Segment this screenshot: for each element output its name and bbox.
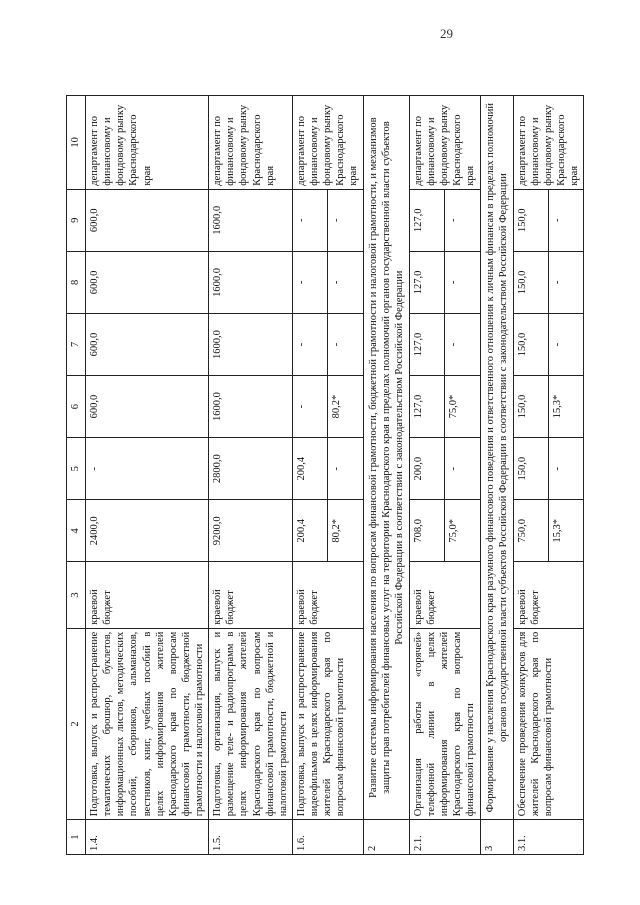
table-row	[409, 96, 444, 855]
year-value: 75,0*	[445, 376, 480, 438]
year-value: -	[445, 251, 480, 313]
executor: департамент по финансовому и фондовому рынку Краснодарского края	[292, 96, 363, 190]
section-row	[363, 96, 409, 855]
year-value: -	[328, 438, 363, 500]
year-value: 2800,0	[209, 438, 293, 500]
year-value: -	[328, 251, 363, 313]
year-value: 127,0	[409, 251, 444, 313]
table-row	[513, 96, 548, 855]
header-cell: 6	[67, 376, 86, 438]
year-value: -	[86, 438, 209, 500]
year-value: 15,3*	[549, 376, 584, 438]
header-cell: 2	[67, 628, 86, 820]
activity-name: Организация работы «горячей» телефонной линии в целях информирования жителей Краснодарского края по вопросам финансовой грамотности	[409, 628, 480, 820]
year-value: 600,0	[86, 313, 209, 375]
header-cell: 9	[67, 189, 86, 251]
year-value: 150,0	[513, 376, 548, 438]
row-number: 1.4.	[86, 820, 209, 855]
executor: департамент по финансовому и фондовому рынку Краснодарского края	[86, 96, 209, 190]
section-title: Развитие системы информирования населения по вопросам финансовой грамотности, бюджетной грамотности и налоговой грамотности, и механизмов защиты прав потребителей финансовых услуг на территории Краснодарского края в пределах полномочий органов государственной власти субъектов Российской Федерации в соответствии с законодательством Российской Федерации	[363, 96, 409, 820]
executor: департамент по финансовому и фондовому рынку Краснодарского края	[409, 96, 480, 190]
executor: департамент по финансовому и фондовому рынку Краснодарского края	[513, 96, 584, 190]
year-value: 1600,0	[209, 313, 293, 375]
year-value: -	[292, 313, 327, 375]
total-value: 75,0*	[445, 500, 480, 562]
total-value: 15,3*	[549, 500, 584, 562]
year-value: 1600,0	[209, 189, 293, 251]
total-value: 708,0	[409, 500, 444, 562]
year-value: 150,0	[513, 313, 548, 375]
program-table	[66, 95, 584, 855]
row-number: 1.6.	[292, 820, 363, 855]
section-row	[480, 96, 513, 855]
year-value: -	[328, 313, 363, 375]
year-value: 80,2*	[328, 376, 363, 438]
funding-source: краевой бюджет	[209, 562, 293, 628]
table-row	[209, 96, 293, 855]
year-value: -	[445, 189, 480, 251]
year-value: -	[445, 438, 480, 500]
activity-name: Подготовка, выпуск и распространение тематических брошюр, буклетов, информационных листов, методических пособий, сборников, альманахов, вестников, книг, учебных пособий в целях информирования жителей Краснодарского края по вопросам финансовой грамотности, бюджетной грамотности и налоговой грамотности	[86, 628, 209, 820]
year-value: 150,0	[513, 438, 548, 500]
year-value: 600,0	[86, 189, 209, 251]
year-value: 200,0	[409, 438, 444, 500]
total-value: 200,4	[292, 500, 327, 562]
year-value: 150,0	[513, 251, 548, 313]
table-row	[86, 96, 209, 855]
activity-name: Подготовка, организация, выпуск и размещение теле- и радиопрограмм в целях информирования жителей Краснодарского края по вопросам финансовой грамотности, бюджетной и налоговой грамотности	[209, 628, 293, 820]
year-value: -	[549, 313, 584, 375]
funding-source: краевой бюджет	[513, 562, 584, 628]
year-value: -	[549, 438, 584, 500]
header-cell: 1	[67, 820, 86, 855]
header-cell: 5	[67, 438, 86, 500]
funding-source: краевой бюджет	[409, 562, 480, 628]
header-cell: 8	[67, 251, 86, 313]
header-cell: 3	[67, 562, 86, 628]
year-value: -	[328, 189, 363, 251]
year-value: 150,0	[513, 189, 548, 251]
activity-name: Обеспечение проведения конкурсов для жителей Краснодарского края по вопросам финансовой грамотности	[513, 628, 584, 820]
header-row	[67, 96, 86, 855]
year-value: -	[549, 251, 584, 313]
year-value: 127,0	[409, 189, 444, 251]
section-number: 3	[480, 820, 513, 855]
year-value: -	[292, 251, 327, 313]
header-cell: 10	[67, 96, 86, 190]
table-row	[292, 96, 327, 855]
total-value: 2400,0	[86, 500, 209, 562]
total-value: 750,0	[513, 500, 548, 562]
page-number: 29	[440, 26, 453, 41]
header-cell: 7	[67, 313, 86, 375]
funding-source: краевой бюджет	[86, 562, 209, 628]
row-number: 2.1.	[409, 820, 480, 855]
year-value: -	[549, 189, 584, 251]
year-value: 127,0	[409, 313, 444, 375]
funding-source: краевой бюджет	[292, 562, 363, 628]
year-value: -	[292, 189, 327, 251]
year-value: -	[445, 313, 480, 375]
row-number: 3.1.	[513, 820, 584, 855]
rotated-table-container	[66, 95, 622, 855]
year-value: 1600,0	[209, 251, 293, 313]
year-value: 200,4	[292, 438, 327, 500]
year-value: 600,0	[86, 251, 209, 313]
year-value: 1600,0	[209, 376, 293, 438]
year-value: -	[292, 376, 327, 438]
section-title: Формирование у населения Краснодарского края разумного финансового поведения и ответственного отношения к личным финансам в пределах полномочий органов государственной власти субъектов Российской Федерации в соответствии с законодательством Российской Федерации	[480, 96, 513, 820]
activity-name: Подготовка, выпуск и распространение видеофильмов в целях информирования жителей Краснодарского края по вопросам финансовой грамотности	[292, 628, 363, 820]
executor: департамент по финансовому и фондовому рынку Краснодарского края	[209, 96, 293, 190]
year-value: 600,0	[86, 376, 209, 438]
total-value: 80,2*	[328, 500, 363, 562]
row-number: 1.5.	[209, 820, 293, 855]
section-number: 2	[363, 820, 409, 855]
total-value: 9200,0	[209, 500, 293, 562]
year-value: 127,0	[409, 376, 444, 438]
header-cell: 4	[67, 500, 86, 562]
